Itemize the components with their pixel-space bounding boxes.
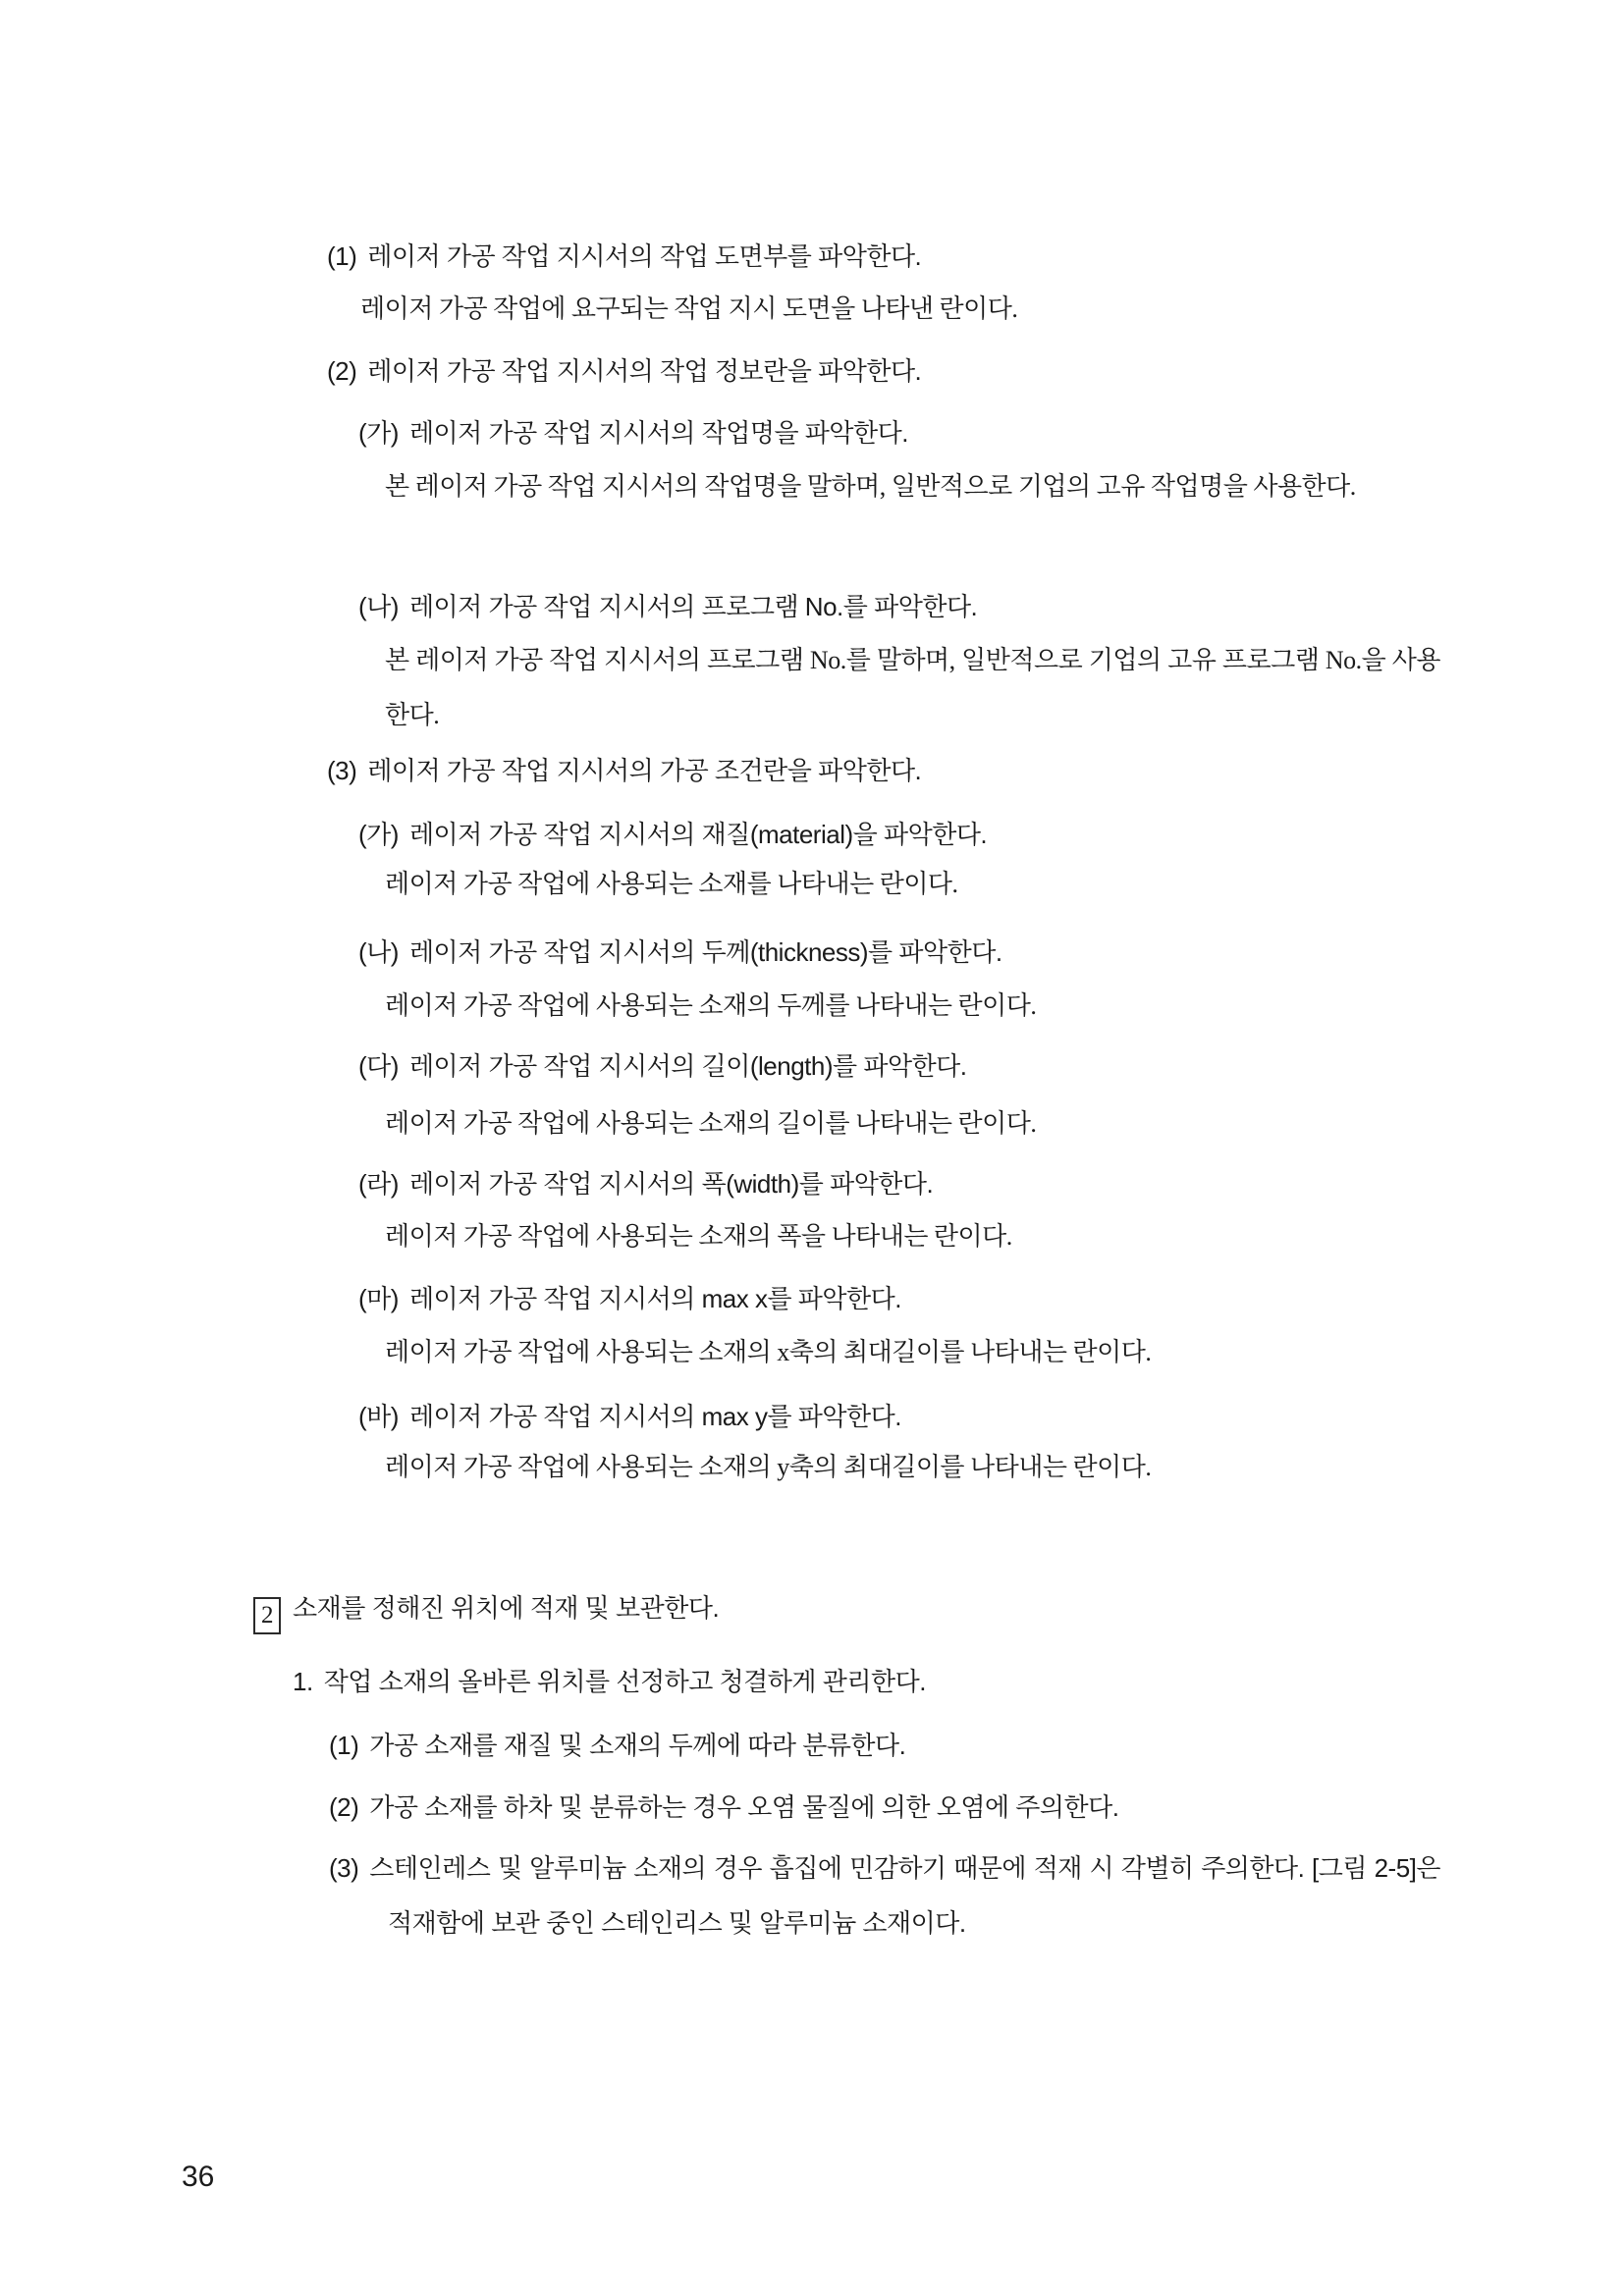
list-item-1 xyxy=(327,235,921,278)
item-marker: (2) xyxy=(327,356,357,386)
item-title: 레이저 가공 작업 지시서의 max x를 파악한다. xyxy=(408,1284,901,1313)
item-1-description: 레이저 가공 작업에 요구되는 작업 지시 도면을 나타낸 란이다. xyxy=(360,294,1018,323)
item-2-na-description: 본 레이저 가공 작업 지시서의 프로그램 No.를 말하며, 일반적으로 기업의 고유 프로그램 No.을 사용한다. xyxy=(385,646,1440,729)
item-marker: (가) xyxy=(358,820,399,849)
list-item-2-na xyxy=(358,585,977,628)
list-item-2 xyxy=(327,349,921,393)
section-2-heading xyxy=(253,1586,719,1634)
item-marker: (마) xyxy=(358,1284,399,1313)
storage-item-3 xyxy=(329,1841,1440,1950)
item-3-ga-description: 레이저 가공 작업에 사용되는 소재를 나타내는 란이다. xyxy=(385,870,958,898)
list-item-3-ra xyxy=(358,1162,933,1205)
item-marker: (다) xyxy=(358,1051,399,1081)
list-item-2-ga xyxy=(358,411,908,454)
item-3-ma-description: 레이저 가공 작업에 사용되는 소재의 x축의 최대길이를 나타내는 란이다. xyxy=(385,1338,1152,1366)
item-title: 레이저 가공 작업 지시서의 재질(material)을 파악한다. xyxy=(408,820,988,849)
subsection-1 xyxy=(293,1660,926,1703)
list-item-3-ga xyxy=(358,813,987,856)
item-text: 가공 소재를 재질 및 소재의 두께에 따라 분류한다. xyxy=(369,1731,906,1760)
item-3-da-description: 레이저 가공 작업에 사용되는 소재의 길이를 나타내는 란이다. xyxy=(385,1109,1037,1138)
item-3-na-description: 레이저 가공 작업에 사용되는 소재의 두께를 나타내는 란이다. xyxy=(385,991,1037,1020)
storage-item-2 xyxy=(329,1786,1119,1829)
item-marker: (1) xyxy=(327,241,357,271)
boxed-section-number: 2 xyxy=(253,1597,281,1634)
item-3-ba-description: 레이저 가공 작업에 사용되는 소재의 y축의 최대길이를 나타내는 란이다. xyxy=(385,1453,1152,1481)
item-2-ga-description: 본 레이저 가공 작업 지시서의 작업명을 말하며, 일반적으로 기업의 고유 작업명을 사용한다. xyxy=(385,472,1356,501)
item-marker: (가) xyxy=(358,418,399,448)
item-title: 레이저 가공 작업 지시서의 작업 도면부를 파악한다. xyxy=(367,241,922,271)
page-number: 36 xyxy=(182,2161,215,2193)
item-marker: (나) xyxy=(358,592,399,621)
item-marker: (1) xyxy=(329,1731,359,1760)
item-title: 레이저 가공 작업 지시서의 프로그램 No.를 파악한다. xyxy=(408,592,978,621)
item-3-ra-description: 레이저 가공 작업에 사용되는 소재의 폭을 나타내는 란이다. xyxy=(385,1222,1012,1251)
item-title: 레이저 가공 작업 지시서의 두께(thickness)를 파악한다. xyxy=(408,937,1002,967)
item-marker: (나) xyxy=(358,937,399,967)
item-title: 레이저 가공 작업 지시서의 가공 조건란을 파악한다. xyxy=(367,756,922,785)
list-item-3 xyxy=(327,749,921,792)
section-heading-text: 소재를 정해진 위치에 적재 및 보관한다. xyxy=(293,1593,720,1623)
item-marker: (라) xyxy=(358,1169,399,1199)
item-marker: (2) xyxy=(329,1792,359,1822)
item-title: 레이저 가공 작업 지시서의 길이(length)를 파악한다. xyxy=(408,1051,967,1081)
list-item-3-ba xyxy=(358,1395,901,1438)
list-item-3-ma xyxy=(358,1277,901,1320)
storage-item-1 xyxy=(329,1724,905,1767)
item-marker: (3) xyxy=(327,756,357,785)
list-item-3-na xyxy=(358,931,1002,974)
item-marker: (3) xyxy=(329,1853,359,1883)
item-text: 스테인레스 및 알루미늄 소재의 경우 흡집에 민감하기 때문에 적재 시 각별히 주의한다. [그림 2-5]은 적재함에 보관 중인 스테인리스 및 알루미늄 소재이다. xyxy=(369,1853,1440,1938)
item-title: 레이저 가공 작업 지시서의 폭(width)를 파악한다. xyxy=(408,1169,934,1199)
item-title: 레이저 가공 작업 지시서의 max y를 파악한다. xyxy=(408,1402,901,1431)
item-title: 레이저 가공 작업 지시서의 작업명을 파악한다. xyxy=(408,418,908,448)
item-title: 레이저 가공 작업 지시서의 작업 정보란을 파악한다. xyxy=(367,356,922,386)
item-marker: 1. xyxy=(293,1667,313,1696)
item-marker: (바) xyxy=(358,1402,399,1431)
list-item-3-da xyxy=(358,1044,967,1088)
item-title: 작업 소재의 올바른 위치를 선정하고 청결하게 관리한다. xyxy=(323,1667,926,1696)
item-text: 가공 소재를 하차 및 분류하는 경우 오염 물질에 의한 오염에 주의한다. xyxy=(369,1792,1119,1822)
